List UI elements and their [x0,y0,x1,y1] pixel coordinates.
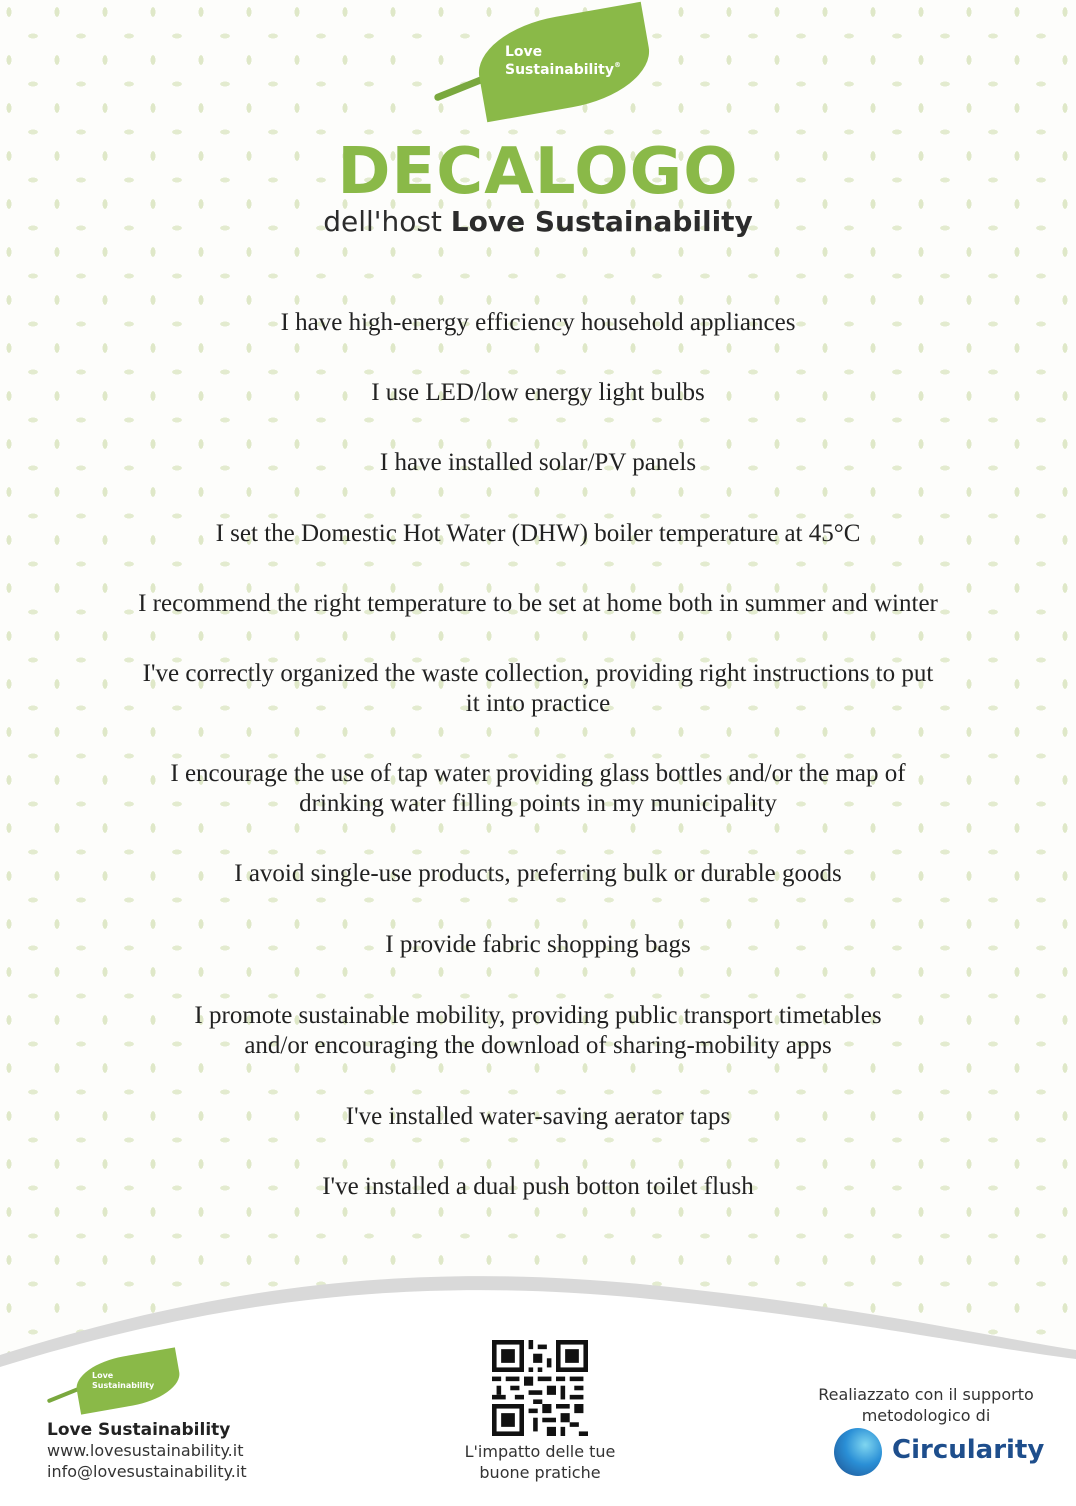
list-item: I recommend the right temperature to be set at home both in summer and winter [138,590,938,617]
qr-caption [420,1441,660,1483]
list-item: I provide fabric shopping bags [385,931,691,958]
partner-name: Circularity [892,1435,1045,1465]
logo-text [505,43,621,79]
support-text [796,1384,1056,1426]
list-item: I've correctly organized the waste collection, providing right instructions to put it into practice [142,660,934,717]
list-item: I use LED/low energy light bulbs [371,379,705,406]
logo-reg: ® [613,61,621,70]
list-item: I avoid single-use products, preferring bulk or durable goods [234,860,842,887]
support-line1: Realiazzato con il supporto [818,1385,1034,1404]
page-subtitle [0,205,1076,238]
list-item: I promote sustainable mobility, providing public transport timetables and/or encouraging the download of sharing-mobility apps [194,1002,882,1059]
footer-website-link[interactable]: www.lovesustainability.it [47,1441,244,1460]
list-item: I've installed a dual push botton toilet flush [322,1173,754,1200]
circularity-logo-icon [834,1428,882,1476]
qr-caption-line2: buone pratiche [479,1463,601,1482]
subtitle-brand: Love Sustainability [450,205,753,238]
decalogo-list [130,308,946,1202]
subtitle-prefix: dell'host [323,205,442,238]
logo-line2-wrap [505,61,621,79]
support-line2: metodologico di [861,1406,991,1425]
footer-logo-line1: Love [92,1371,114,1380]
qr-caption-line1: L'impatto delle tue [464,1442,616,1461]
footer-logo-line2: Sustainability [92,1381,155,1391]
list-item: I have high-energy efficiency household appliances [280,309,796,336]
footer-email-link[interactable]: info@lovesustainability.it [47,1462,247,1481]
logo-line2: Sustainability [505,62,614,79]
list-item: I've installed water-saving aerator taps [345,1103,731,1130]
page-title: DECALOGO [337,135,739,209]
qr-code-icon[interactable] [492,1340,588,1436]
list-item: I have installed solar/PV panels [379,449,697,476]
list-item: I encourage the use of tap water providing glass bottles and/or the map of drinking water filling points in my municipality [170,760,906,817]
logo-line1: Love [505,44,543,60]
footer-brand-name: Love Sustainability [47,1420,231,1440]
list-item: I set the Domestic Hot Water (DHW) boiler temperature at 45°C [215,520,861,547]
footer-logo-text [92,1371,154,1392]
